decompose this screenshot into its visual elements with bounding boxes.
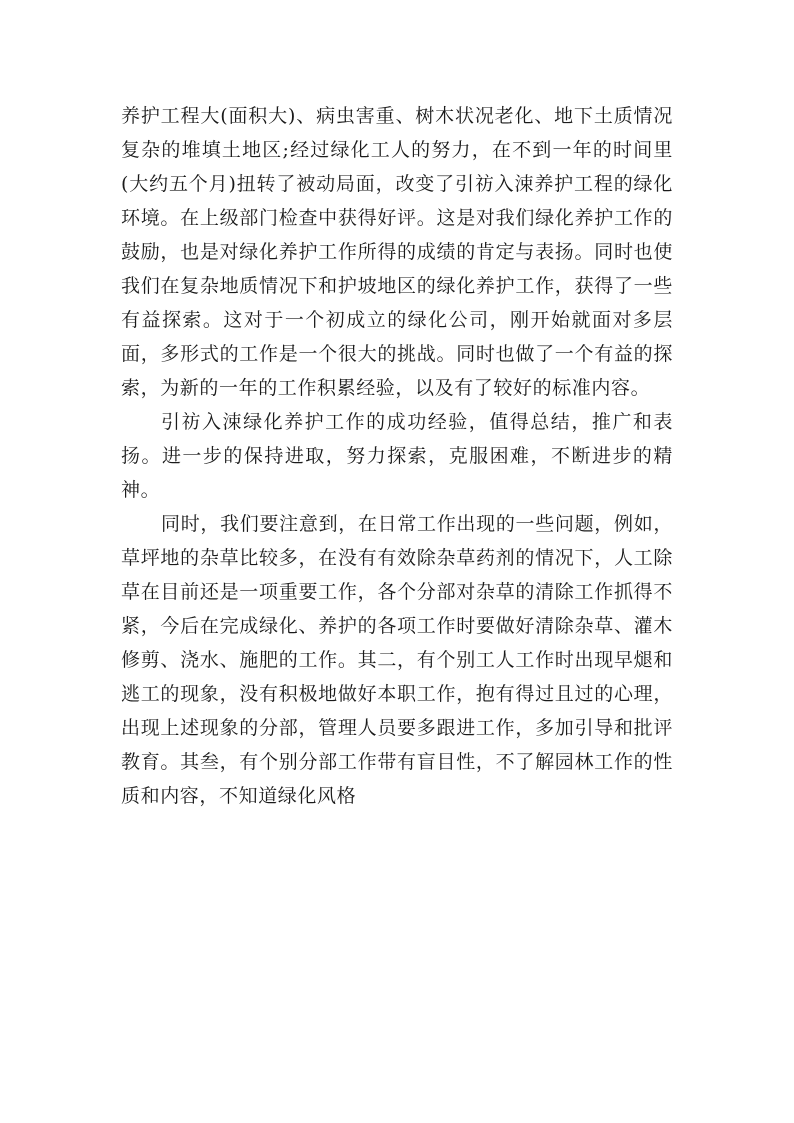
paragraph-success-experience: 引祊入涑绿化养护工作的成功经验，值得总结，推广和表扬。进一步的保持进取，努力探索，克服困难，不断进步的精神。	[121, 411, 673, 501]
paragraph-problems: 同时，我们要注意到，在日常工作出现的一些问题，例如，草坪地的杂草比较多，在没有有效除杂草药剂的情况下，人工除草在目前还是一项重要工作，各个分部对杂草的清除工作抓得不紧，今后在完成绿化、养护的各项工作时要做好清除杂草、灌木修剪、浇水、施肥的工作。其二，有个别工人工作时出现早煺和逃工的现象，没有积极地做好本职工作，抱有得过且过的心理，出现上述现象的分部，管理人员要多跟进工作，多加引导和批评教育。其叁，有个别分部工作带有盲目性，不了解园林工作的性质和内容，不知道绿化风格	[121, 513, 673, 807]
paragraph-continuation: 养护工程大(面积大)、病虫害重、树木状况老化、地下土质情况复杂的堆填土地区;经过绿化工人的努力，在不到一年的时间里(大约五个月)扭转了被动局面，改变了引祊入涑养护工程的绿化环境。在上级部门检查中获得好评。这是对我们绿化养护工作的鼓励，也是对绿化养护工作所得的成绩的肯定与表扬。同时也使我们在复杂地质情况下和护坡地区的绿化养护工作，获得了一些有益探索。这对于一个初成立的绿化公司，刚开始就面对多层面，多形式的工作是一个很大的挑战。同时也做了一个有益的探索，为新的一年的工作积累经验，以及有了较好的标准内容。	[121, 105, 673, 399]
document-page	[121, 99, 673, 813]
